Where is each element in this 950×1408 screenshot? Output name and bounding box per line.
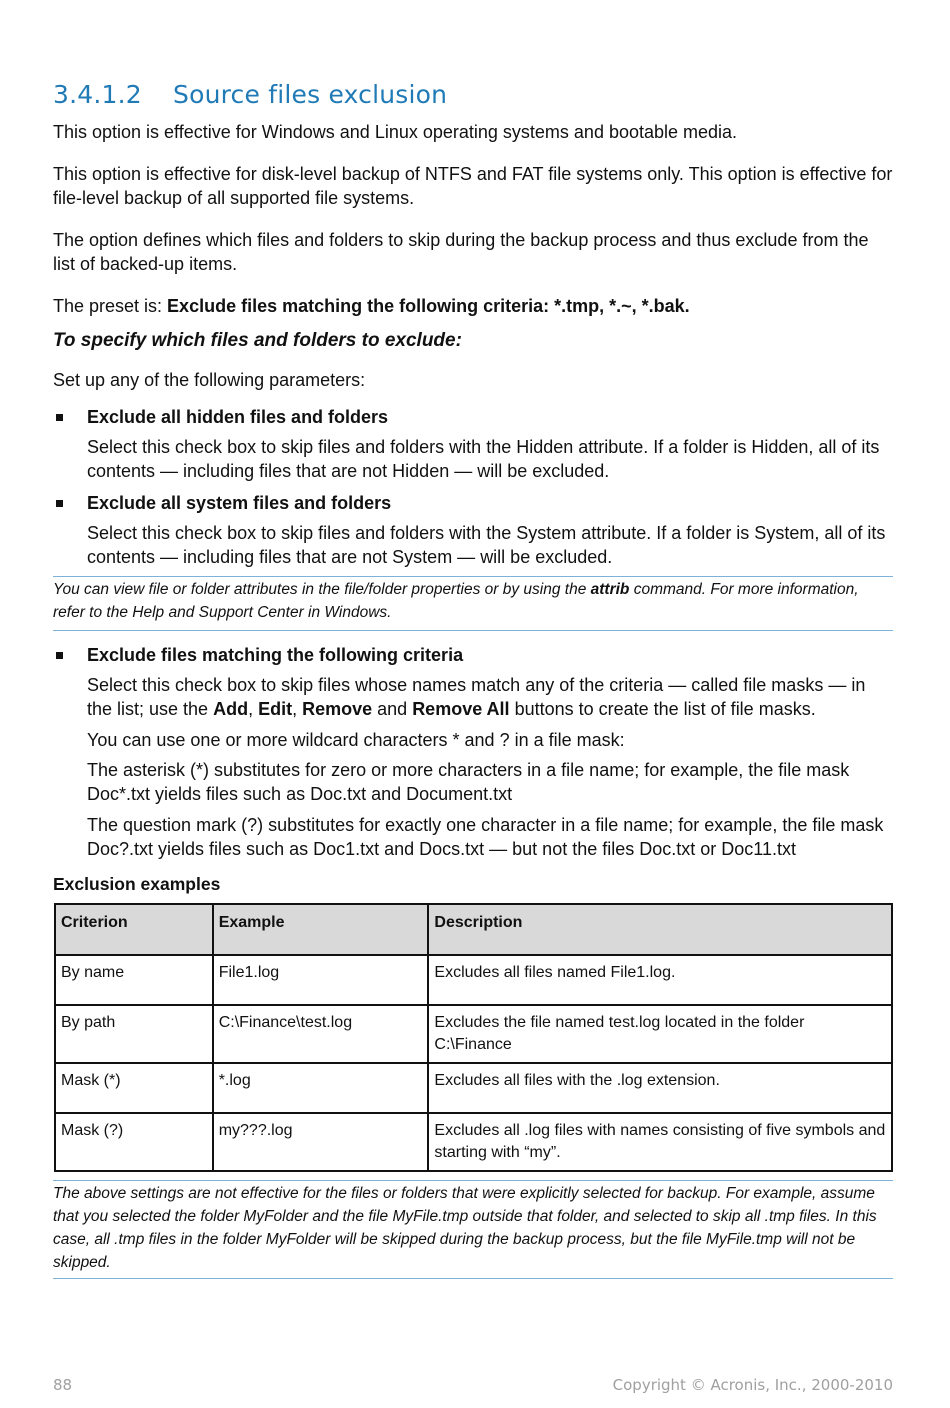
table-cell: File1.log — [213, 955, 429, 1005]
bullet-criteria-title: Exclude files matching the following criteria — [87, 645, 464, 665]
bullet-square-icon — [56, 414, 63, 421]
section-heading — [53, 80, 447, 109]
table-row — [55, 955, 892, 1005]
note-explicit-selection — [53, 1180, 893, 1279]
section-number: 3.4.1.2 — [53, 80, 142, 109]
bullet-hidden-desc: Select this check box to skip files and folders with the Hidden attribute. If a folder is Hidden, all of its contents — including files that are not Hidden — will be excluded. — [87, 437, 880, 481]
table-cell: Excludes all files named File1.log. — [428, 955, 892, 1005]
bullet-system-title: Exclude all system files and folders — [87, 493, 392, 513]
note-attrib — [53, 576, 893, 631]
preset-value: Exclude files matching the following criteria: *.tmp, *.~, *.bak. — [167, 296, 690, 316]
paragraph-setup: Set up any of the following parameters: — [53, 370, 366, 390]
section-title: Source files exclusion — [173, 80, 448, 109]
paragraph-asterisk: The asterisk (*) substitutes for zero or more characters in a file name; for example, the file mask Doc*.txt yields files such as Doc.txt and Document.txt — [87, 760, 850, 804]
criteria-sep: , — [292, 699, 303, 719]
table-cell: By path — [55, 1005, 213, 1063]
note-attrib-before: You can view file or folder attributes in the file/folder properties or by using the — [53, 581, 591, 598]
criteria-sep: , — [248, 699, 259, 719]
criteria-desc-end: buttons to create the list of file masks. — [509, 699, 816, 719]
page-number: 88 — [53, 1376, 73, 1394]
table-caption: Exclusion examples — [53, 874, 221, 894]
paragraph-preset — [53, 294, 893, 318]
edit-button-label: Edit — [258, 699, 293, 719]
note-attrib-after: command. For more information, refer to the Help and Support Center in Windows. — [53, 581, 859, 621]
table-cell: Excludes the file named test.log located in the folder C:\Finance — [428, 1005, 892, 1063]
table-cell: Mask (?) — [55, 1113, 213, 1171]
remove-button-label: Remove — [302, 699, 373, 719]
bullet-square-icon — [56, 500, 63, 507]
criteria-desc-start: Select this check box to skip files whose names match any of the criteria — called file masks — in the list; use the — [87, 675, 866, 719]
procedure-heading: To specify which files and folders to exclude: — [53, 330, 462, 351]
table-cell: By name — [55, 955, 213, 1005]
table-cell: Excludes all .log files with names consisting of five symbols and starting with “my”. — [428, 1113, 892, 1171]
table-row — [55, 1113, 892, 1171]
table-cell: my???.log — [213, 1113, 429, 1171]
exclusion-table — [54, 903, 893, 1172]
criteria-sep: and — [372, 699, 413, 719]
column-header-example: Example — [213, 904, 429, 955]
table-cell: Excludes all files with the .log extension. — [428, 1063, 892, 1113]
table-row — [55, 1005, 892, 1063]
bullet-hidden-title: Exclude all hidden files and folders — [87, 407, 389, 427]
bullet-criteria-desc — [87, 673, 893, 721]
add-button-label: Add — [213, 699, 249, 719]
paragraph-wildcard: You can use one or more wildcard characters * and ? in a file mask: — [87, 730, 625, 750]
paragraph-question: The question mark (?) substitutes for exactly one character in a file name; for example, the file mask Doc?.txt yields files such as Doc1.txt and Docs.txt — but not the files Doc.txt or Doc11.txt — [87, 815, 884, 859]
table-cell: Mask (*) — [55, 1063, 213, 1113]
bullet-system-desc: Select this check box to skip files and folders with the System attribute. If a folder is System, all of its contents — including files that are not System — will be excluded. — [87, 523, 886, 567]
note-explicit-text: The above settings are not effective for the files or folders that were explicitly selected for backup. For example, assume that you selected the folder MyFolder and the file MyFile.tmp outside that folder, and selected to skip all .tmp files. In this case, all .tmp files in the folder MyFolder will be skipped during the backup process, but the file MyFile.tmp will not be skipped. — [53, 1185, 877, 1271]
table-header-row — [55, 904, 892, 955]
note-attrib-command: attrib — [590, 581, 630, 598]
paragraph-filesystems: This option is effective for disk-level backup of NTFS and FAT file systems only. This option is effective for file-level backup of all supported file systems. — [53, 164, 893, 208]
table-cell: *.log — [213, 1063, 429, 1113]
column-header-criterion: Criterion — [55, 904, 213, 955]
bullet-square-icon — [56, 652, 63, 659]
remove-all-button-label: Remove All — [412, 699, 510, 719]
copyright-notice: Copyright © Acronis, Inc., 2000-2010 — [612, 1376, 893, 1394]
table-cell: C:\Finance\test.log — [213, 1005, 429, 1063]
preset-label: The preset is: — [53, 296, 168, 316]
table-row — [55, 1063, 892, 1113]
paragraph-platforms: This option is effective for Windows and Linux operating systems and bootable media. — [53, 122, 738, 142]
column-header-description: Description — [428, 904, 892, 955]
note-attrib-text — [53, 578, 893, 624]
paragraph-definition: The option defines which files and folders to skip during the backup process and thus exclude from the list of backed-up items. — [53, 230, 869, 274]
